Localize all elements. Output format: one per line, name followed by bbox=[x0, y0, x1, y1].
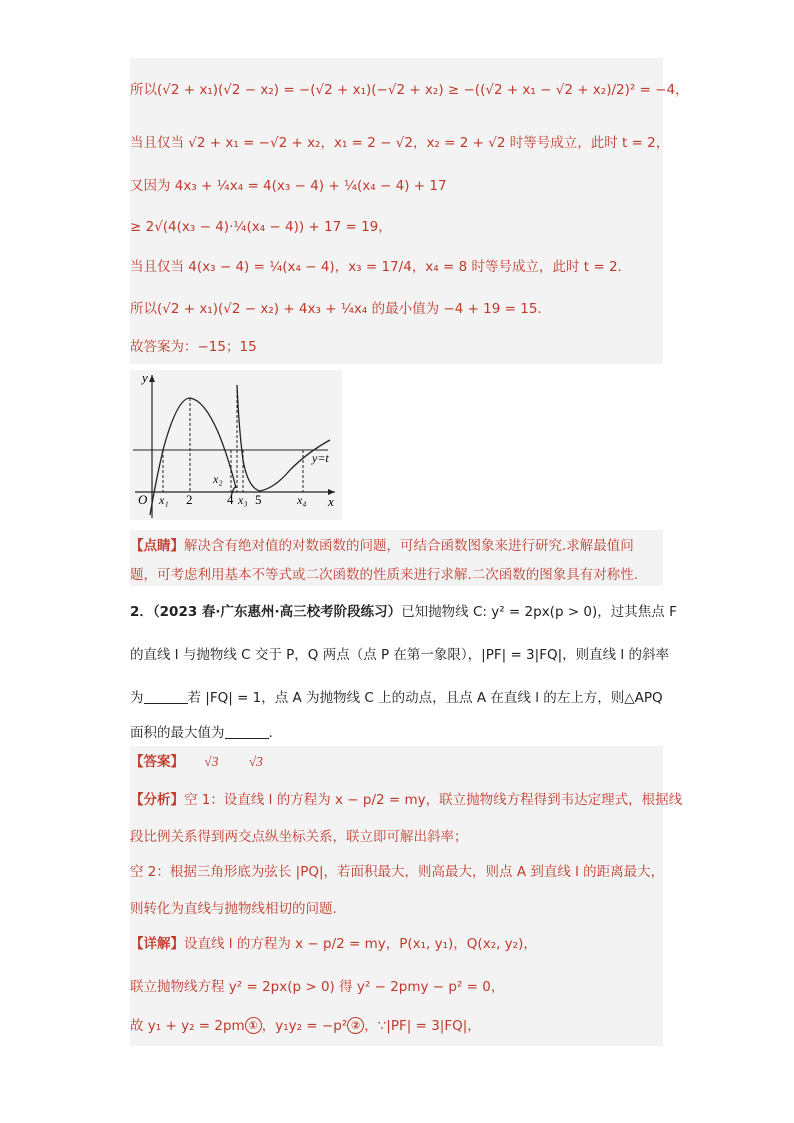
solution-line-4: ≥ 2√(4(x₃ − 4)·¼(x₄ − 4)) + 17 = 19， bbox=[130, 219, 392, 235]
answer-value-1: √3 bbox=[204, 754, 219, 769]
function-graph bbox=[130, 370, 342, 520]
problem-text-4a: 面积的最大值为 bbox=[130, 725, 225, 741]
line-t-label: y=t bbox=[312, 451, 329, 465]
solution-line-3: 又因为 4x₃ + ¼x₄ = 4(x₃ − 4) + ¼(x₄ − 4) + 17 bbox=[130, 178, 447, 194]
analysis-line-4: 则转化为直线与抛物线相切的问题. bbox=[130, 901, 337, 917]
y-axis-label: y bbox=[142, 370, 148, 385]
x4-label: x₄ bbox=[297, 493, 307, 507]
analysis-line-1 bbox=[130, 790, 683, 810]
problem-number: 2． bbox=[130, 604, 153, 620]
solution-line-6: 所以(√2 + x₁)(√2 − x₂) + 4x₃ + ¼x₄ 的最小值为 −4 + 19 = 15. bbox=[130, 301, 542, 317]
answer-blank-2 bbox=[225, 724, 269, 739]
tick-2-label: 2 bbox=[186, 492, 193, 507]
circled-two-icon: ② bbox=[347, 1017, 364, 1034]
x1-label: x₁ bbox=[159, 493, 169, 507]
x-axis-label: x bbox=[328, 494, 334, 509]
problem-text-1: 已知抛物线 C: y² = 2px(p > 0)，过其焦点 F bbox=[401, 604, 677, 620]
detail-line-2: 联立抛物线方程 y² = 2px(p > 0) 得 y² − 2pmy − p² = 0， bbox=[130, 979, 505, 995]
detail-text-3b: ，y₁y₂ = −p² bbox=[261, 1018, 348, 1034]
problem-text-3b: 若 |FQ| = 1，点 A 为抛物线 C 上的动点，且点 A 在直线 l 的左上方，则△APQ bbox=[187, 690, 663, 706]
detail-text-3c: ，∵|PF| = 3|FQ|， bbox=[364, 1018, 481, 1034]
x2-label: x₂ bbox=[213, 472, 223, 486]
tick-4-label: 4 bbox=[227, 492, 234, 507]
analysis-line-2: 段比例关系得到两交点纵坐标关系，联立即可解出斜率； bbox=[130, 829, 468, 845]
problem-line-1 bbox=[130, 602, 677, 622]
analysis-tag: 【分析】 bbox=[130, 792, 184, 808]
comment-line-1 bbox=[130, 536, 663, 556]
comment-line-2: 题，可考虑利用基本不等式或二次函数的性质来进行求解.二次函数的图象具有对称性. bbox=[130, 567, 639, 583]
detail-line-3 bbox=[130, 1016, 663, 1036]
circled-one-icon: ① bbox=[245, 1017, 262, 1034]
detail-text-3a: 故 y₁ + y₂ = 2pm bbox=[130, 1018, 245, 1034]
comment-tag: 【点睛】 bbox=[130, 538, 184, 554]
answer-blank-1 bbox=[144, 689, 188, 704]
final-answer-line: 故答案为：−15；15 bbox=[130, 339, 257, 355]
tick-5-label: 5 bbox=[255, 492, 262, 507]
detail-text-1: 设直线 l 的方程为 x − p/2 = my，P(x₁, y₁)，Q(x₂, y₂)， bbox=[184, 936, 537, 952]
answer-tag: 【答案】 bbox=[130, 754, 184, 770]
solution-line-5: 当且仅当 4(x₃ − 4) = ¼(x₄ − 4)，x₃ = 17/4，x₄ = 8 时等号成立，此时 t = 2. bbox=[130, 259, 622, 275]
detail-line-1 bbox=[130, 934, 663, 954]
analysis-text-1: 空 1：设直线 l 的方程为 x − p/2 = my，联立抛物线方程得到韦达定理式，根据线 bbox=[184, 792, 683, 808]
problem-line-2: 的直线 l 与抛物线 C 交于 P，Q 两点（点 P 在第一象限），|PF| = 3|FQ|，则直线 l 的斜率 bbox=[130, 647, 669, 663]
x3-label: x₃ bbox=[238, 493, 248, 507]
origin-label: O bbox=[138, 492, 148, 507]
analysis-line-3: 空 2：根据三角形底为弦长 |PQ|，若面积最大，则高最大，则点 A 到直线 l 的距离最大， bbox=[130, 864, 665, 880]
solution-line-2: 当且仅当 √2 + x₁ = −√2 + x₂，x₁ = 2 − √2，x₂ = 2 + √2 时等号成立，此时 t = 2， bbox=[130, 135, 670, 151]
comment-text-1: 解决含有绝对值的对数函数的问题，可结合函数图象来进行研究.求解最值问 bbox=[184, 538, 634, 554]
problem-text-4b: . bbox=[268, 725, 273, 741]
detail-tag: 【详解】 bbox=[130, 936, 184, 952]
problem-text-3a: 为 bbox=[130, 690, 144, 706]
problem-line-4 bbox=[130, 723, 663, 743]
answer-value-2: √3 bbox=[248, 754, 263, 769]
problem-line-3 bbox=[130, 688, 663, 708]
solution-line-1: 所以(√2 + x₁)(√2 − x₂) = −(√2 + x₁)(−√2 + x₂) ≥ −((√2 + x₁ − √2 + x₂)/2)² = −4， bbox=[130, 82, 689, 98]
answer-line bbox=[130, 752, 663, 772]
problem-source: （2023 春·广东惠州·高三校考阶段练习） bbox=[152, 604, 402, 620]
